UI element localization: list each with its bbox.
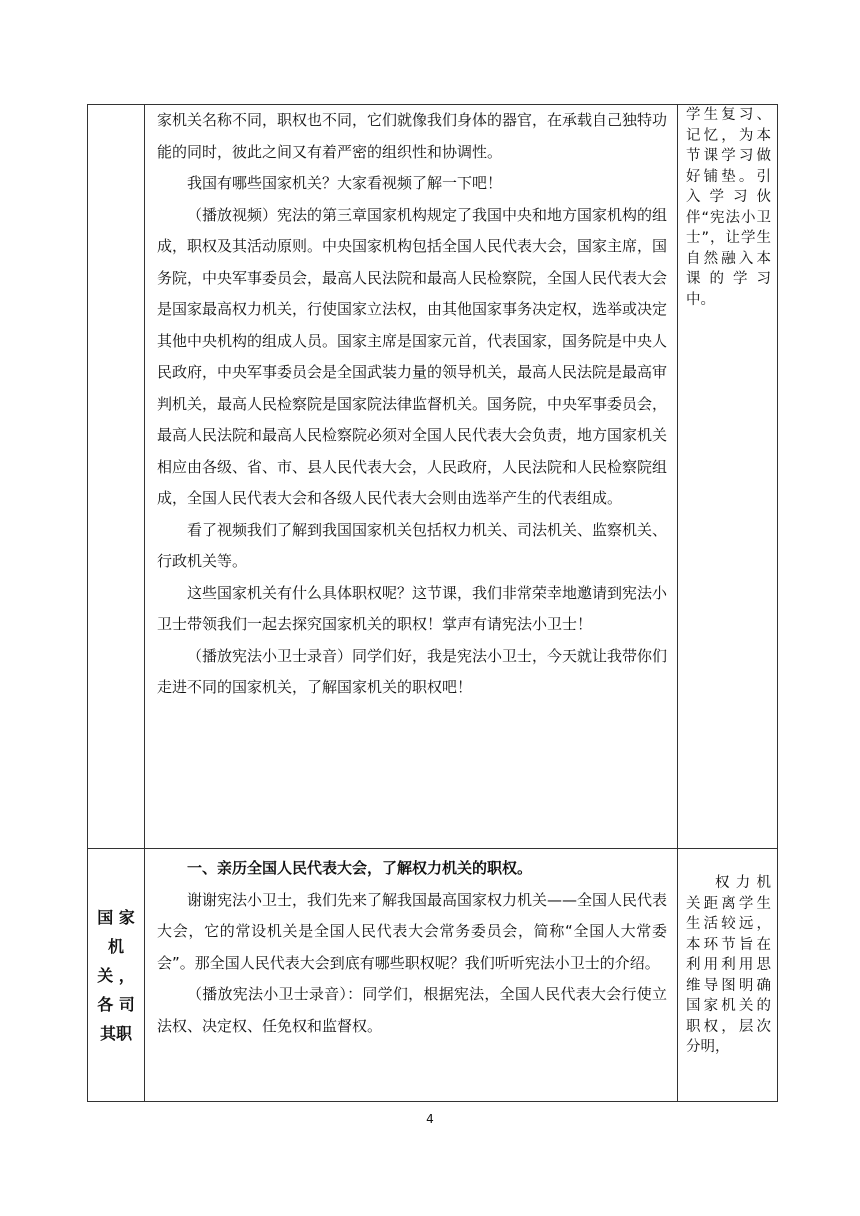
design-intent-text: 权力机关距离学生生活较远，本环节旨在利用利用思维导图明确国家机关的职权，层次分明， [686, 875, 771, 1055]
paragraph: 这些国家机关有什么具体职权呢？这节课，我们非常荣幸地邀请到宪法小卫士带领我们一起去探究国家机关的职权！掌声有请宪法小卫士！ [157, 583, 668, 633]
paragraph: （播放宪法小卫士录音）：同学们，根据宪法，全国人民代表大会行使立法权、决定权、任免权和监督权。 [157, 985, 667, 1035]
paragraph: （播放宪法小卫士录音）同学们好，我是宪法小卫士，今天就让我带你们走进不同的国家机关，了解国家机关的职权吧！ [157, 646, 668, 696]
stage-cell [88, 849, 145, 1102]
paragraph: 看了视频我们了解到我国国家机关包括权力机关、司法机关、监察机关、行政机关等。 [157, 520, 668, 570]
stage-label-line: 机 [107, 936, 124, 956]
paragraph: 谢谢宪法小卫士，我们先来了解我国最高国家权力机关——全国人民代表大会，它的常设机关是全国人民代表大会常务委员会，简称“全国人大常委会”。那全国人民代表大会到底有哪些职权呢？我们听听宪法小卫士的介绍。 [157, 890, 668, 972]
section-heading: 一、亲历全国人民代表大会，了解权力机关的职权。 [187, 859, 533, 877]
stage-label-line: 其职 [99, 1023, 132, 1043]
page-number: 4 [426, 1112, 434, 1126]
stage-cell [88, 105, 145, 849]
lesson-plan-table [87, 104, 778, 1102]
design-intent-cell [678, 105, 778, 849]
paragraph: 我国有哪些国家机关？大家看视频了解一下吧！ [187, 174, 503, 192]
stage-label-line: 各 司 [97, 994, 135, 1014]
table-row [88, 849, 778, 1102]
content-cell [145, 105, 678, 849]
paragraph: 家机关名称不同，职权也不同，它们就像我们身体的器官，在承载自己独特功能的同时，彼此之间又有着严密的组织性和协调性。 [157, 111, 668, 161]
content-text [145, 849, 677, 1042]
stage-label-line: 关 ， [97, 965, 135, 985]
design-intent-cell [678, 849, 778, 1102]
table-row [88, 105, 778, 849]
content-cell [145, 849, 678, 1102]
paragraph: （播放视频）宪法的第三章国家机构规定了我国中央和地方国家机构的组成，职权及其活动原则。中央国家机构包括全国人民代表大会，国家主席，国务院，中央军事委员会，最高人民法院和最高人民检察院，全国人民代表大会是国家最高权力机关，行使国家立法权，由其他国家事务决定权，选举或决定其他中央机构的组成人员。国家主席是国家元首，代表国家，国务院是中央人民政府，中央军事委员会是全国武装力量的领导机关，最高人民法院是最高审判机关，最高人民检察院是国家院法律监督机关。国务院，中央军事委员会，最高人民法院和最高人民检察院必须对全国人民代表大会负责，地方国家机关相应由各级、省、市、县人民代表大会，人民政府，人民法院和人民检察院组成，全国人民代表大会和各级人民代表大会则由选举产生的代表组成。 [157, 205, 668, 507]
content-text [145, 105, 677, 704]
stage-label-line: 国 家 [97, 907, 135, 927]
design-intent-text: 学生复习、记忆，为本节课学习做好铺垫。引入学习伙伴“宪法小卫士”，让学生自然融入本课的学习中。 [686, 107, 771, 308]
